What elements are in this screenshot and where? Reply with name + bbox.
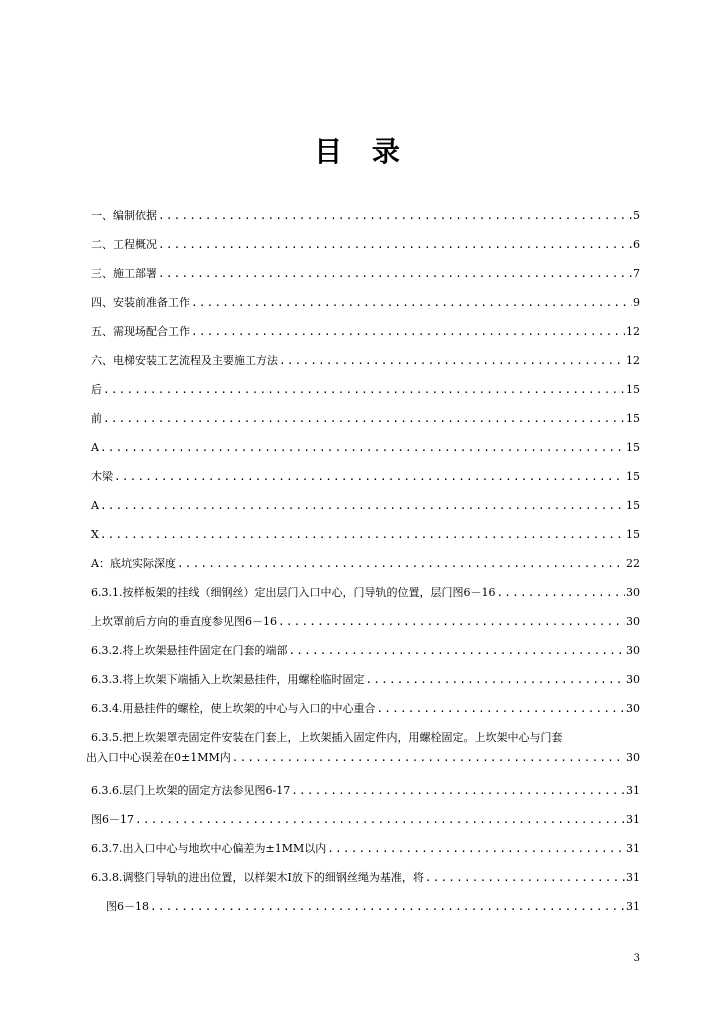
toc-leader-dots — [114, 469, 625, 485]
toc-leader-dots — [103, 411, 625, 427]
toc-entry-page: 31 — [626, 900, 640, 913]
toc-leader-dots — [279, 353, 625, 369]
toc-entry-page: 15 — [626, 528, 640, 541]
toc-entry-label: 五、需现场配合工作 — [91, 325, 190, 338]
toc-entry[interactable] — [91, 812, 640, 828]
toc-entry-label: A — [91, 441, 99, 454]
page-title: 目 录 — [314, 135, 410, 168]
toc-entry-label: 6.3.8.调整门导轨的进出位置，以样架木Ⅰ放下的细钢丝绳为基准，将 — [91, 871, 424, 884]
toc-entry-page: 30 — [626, 751, 640, 764]
toc-entry[interactable] — [91, 556, 640, 572]
toc-entry-label: 6.3.1.按样板架的挂线（细钢丝）定出层门入口中心，门导轨的位置，层门图6－16 — [91, 586, 496, 599]
toc-entry-page: 31 — [626, 813, 640, 826]
toc-leader-dots — [288, 643, 625, 659]
toc-entry[interactable] — [91, 440, 640, 456]
toc-entry[interactable] — [106, 899, 640, 915]
toc-entry-page: 30 — [626, 673, 640, 686]
toc-leader-dots — [278, 614, 625, 630]
toc-leader-dots — [177, 556, 625, 572]
toc-entry[interactable] — [91, 672, 640, 688]
toc-entry[interactable] — [86, 750, 640, 766]
toc-entry-label: 三、施工部署 — [91, 267, 157, 280]
toc-entry-first-line[interactable]: 6.3.5.把上坎架罩壳固定件安装在门套上，上坎架插入固定件内，用螺栓固定。上坎架中心与门套 — [91, 731, 563, 744]
toc-entry-page: 5 — [633, 209, 640, 222]
toc-entry[interactable] — [91, 841, 640, 857]
toc-entry-page: 30 — [626, 615, 640, 628]
toc-entry-label: 前 — [91, 412, 102, 425]
toc-entry-label: 二、工程概况 — [91, 238, 157, 251]
toc-entry-page: 6 — [633, 238, 640, 251]
toc-entry[interactable] — [91, 208, 640, 224]
toc-entry-label: 后 — [91, 383, 102, 396]
toc-entry-page: 15 — [626, 499, 640, 512]
toc-entry[interactable] — [91, 701, 640, 717]
toc-leader-dots — [150, 899, 625, 915]
toc-entry[interactable] — [91, 870, 640, 886]
toc-entry-label: 6.3.7.出入口中心与地坎中心偏差为±1MM以内 — [91, 842, 327, 855]
toc-entry-label: 六、电梯安装工艺流程及主要施工方法 — [91, 354, 278, 367]
toc-entry[interactable] — [91, 411, 640, 427]
toc-entry-label: X — [91, 528, 99, 541]
toc-leader-dots — [100, 527, 625, 543]
toc-entry-page: 15 — [626, 470, 640, 483]
toc-leader-dots — [496, 585, 625, 601]
toc-entry-label: 图6－17 — [91, 813, 134, 826]
toc-entry-label: 木梁 — [91, 470, 113, 483]
page-number: 3 — [633, 953, 640, 964]
toc-entry-label: 四、安装前准备工作 — [91, 296, 190, 309]
toc-entry-page: 31 — [626, 871, 640, 884]
toc-entry-page: 31 — [626, 842, 640, 855]
toc-leader-dots — [100, 440, 625, 456]
toc-entry[interactable] — [91, 295, 640, 311]
toc-leader-dots — [191, 295, 632, 311]
toc-entry-label: 出入口中心误差在0±1MM内 — [86, 751, 231, 764]
toc-entry-label: 6.3.2.将上坎架悬挂件固定在门套的端部 — [91, 644, 288, 657]
toc-leader-dots — [376, 701, 625, 717]
toc-leader-dots — [135, 812, 625, 828]
toc-entry-page: 15 — [626, 412, 640, 425]
toc-entry[interactable] — [91, 643, 640, 659]
toc-entry-label: A：底坑实际深度 — [91, 557, 176, 570]
toc-leader-dots — [425, 870, 625, 886]
toc-leader-dots — [158, 237, 632, 253]
toc-entry-label: 6.3.6.层门上坎架的固定方法参见图6-17 — [91, 784, 291, 797]
toc-entry-page: 30 — [626, 644, 640, 657]
toc-entry-page: 7 — [633, 267, 640, 280]
toc-leader-dots — [103, 382, 625, 398]
toc-entry-label: 6.3.4.用悬挂件的螺栓，使上坎架的中心与入口的中心重合 — [91, 702, 376, 715]
toc-leader-dots — [191, 324, 625, 340]
toc-leader-dots — [291, 783, 625, 799]
toc-leader-dots — [100, 498, 625, 514]
toc-entry[interactable] — [91, 237, 640, 253]
toc-entry-page: 15 — [626, 441, 640, 454]
toc-entry-page: 22 — [626, 557, 640, 570]
toc-entry-label: 图6－18 — [106, 900, 149, 913]
toc-entry[interactable] — [91, 324, 640, 340]
toc-entry-page: 12 — [626, 325, 640, 338]
toc-entry[interactable] — [91, 382, 640, 398]
toc-entry-page: 30 — [626, 586, 640, 599]
toc-entry-label: 上坎罩前后方向的垂直度参见图6－16 — [91, 615, 277, 628]
toc-entry-page: 31 — [626, 784, 640, 797]
toc-entry[interactable] — [91, 527, 640, 543]
toc-entry[interactable] — [91, 353, 640, 369]
toc-entry[interactable] — [91, 585, 640, 601]
toc-entry-label: A — [91, 499, 99, 512]
toc-leader-dots — [365, 672, 625, 688]
toc-entry-label: 一、编制依据 — [91, 209, 157, 222]
toc-entry[interactable] — [91, 783, 640, 799]
toc-entry-page: 30 — [626, 702, 640, 715]
toc-leader-dots — [158, 208, 632, 224]
toc-entry-page: 15 — [626, 383, 640, 396]
toc-entry[interactable] — [91, 498, 640, 514]
toc-leader-dots — [232, 750, 625, 766]
toc-leader-dots — [158, 266, 632, 282]
toc-entry[interactable] — [91, 266, 640, 282]
toc-entry-page: 12 — [626, 354, 640, 367]
toc-leader-dots — [327, 841, 625, 857]
toc-entry-label: 6.3.3.将上坎架下端插入上坎架悬挂件，用螺栓临时固定 — [91, 673, 365, 686]
toc-entry[interactable] — [91, 469, 640, 485]
toc-entry[interactable] — [91, 614, 640, 630]
toc-entry-page: 9 — [633, 296, 640, 309]
